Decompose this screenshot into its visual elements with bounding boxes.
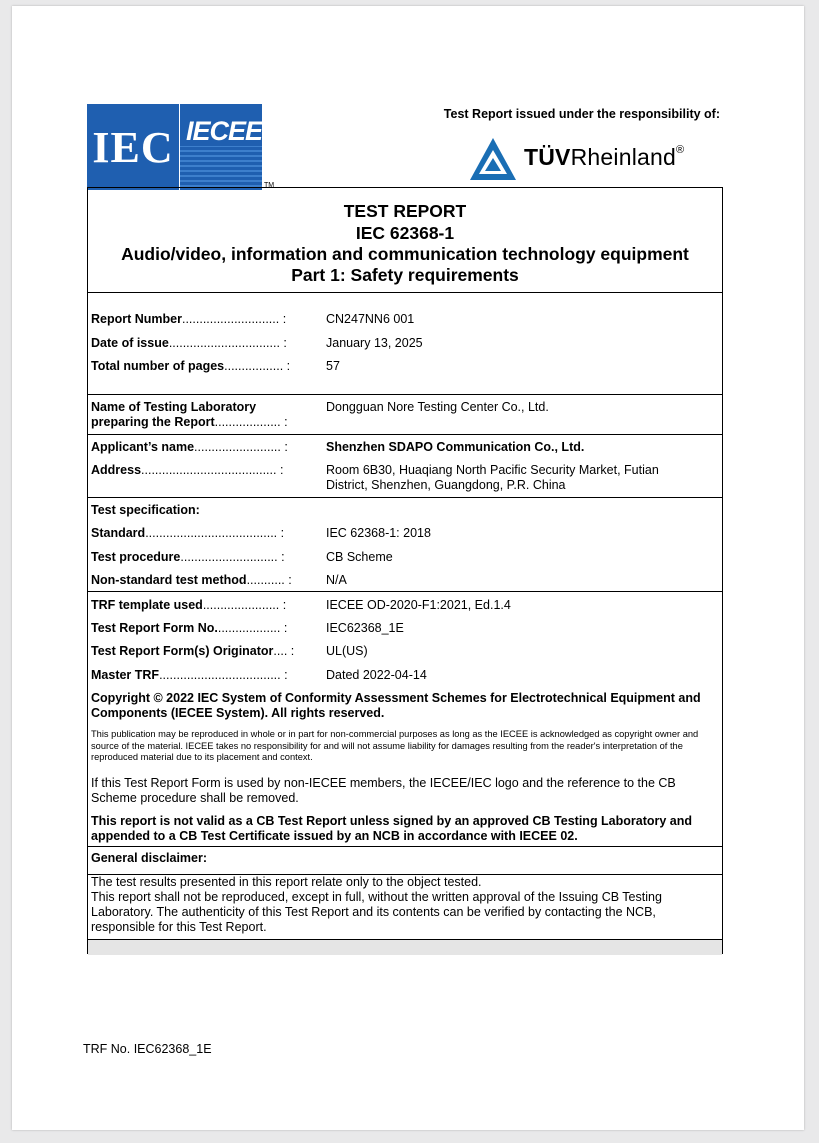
title-section <box>88 188 722 293</box>
report-title: TEST REPORT <box>343 201 467 221</box>
document-page <box>12 6 804 1130</box>
trf-section <box>88 592 722 847</box>
standard-value: IEC 62368-1: 2018 <box>326 526 431 540</box>
master-trf-dots: ................................... : <box>159 668 288 682</box>
master-trf-label: Master TRF <box>91 668 160 682</box>
standard-dots: ...................................... : <box>145 526 285 540</box>
test-procedure-label: Test procedure <box>91 550 181 564</box>
non-member-note: If this Test Report Form is used by non-IECEE members, the IECEE/IEC logo and the reference to the CB Scheme procedure shall be removed. <box>91 776 676 805</box>
trf-template-label: TRF template used <box>91 598 203 612</box>
total-pages-label: Total number of pages <box>91 359 225 373</box>
test-spec-heading: Test specification: <box>91 503 200 517</box>
equipment-title: Audio/video, information and communication technology equipment <box>121 244 689 264</box>
trf-originator-label: Test Report Form(s) Originator <box>91 644 274 658</box>
iecee-logo-text: IECEE <box>186 116 262 146</box>
non-standard-method-dots: ........... : <box>246 573 292 587</box>
trf-form-no-label: Test Report Form No. <box>91 621 218 635</box>
testing-lab-section <box>88 395 722 435</box>
test-specification-section <box>88 498 722 592</box>
non-standard-method-label: Non-standard test method <box>91 573 247 587</box>
report-info-section <box>88 293 722 395</box>
tuv-brand-name <box>524 144 684 171</box>
disclaimer-section <box>88 847 722 955</box>
iec-logo <box>87 104 179 190</box>
testing-lab-label-line1: Name of Testing Laboratory <box>91 400 257 414</box>
report-number-label: Report Number <box>91 312 182 326</box>
trf-form-no-value: IEC62368_1E <box>326 621 404 635</box>
test-procedure-value: CB Scheme <box>326 550 393 564</box>
date-of-issue-dots: ................................ : <box>168 336 287 350</box>
disclaimer-line1: The test results presented in this report relate only to the object tested. <box>91 875 482 889</box>
total-pages-value: 57 <box>326 359 340 373</box>
standard-label: Standard <box>91 526 146 540</box>
part-title: Part 1: Safety requirements <box>291 265 519 285</box>
tuv-brand-bold: TÜV <box>524 144 571 170</box>
responsibility-line: Test Report issued under the responsibility of: <box>443 107 720 121</box>
applicant-name-value: Shenzhen SDAPO Communication Co., Ltd. <box>326 440 585 454</box>
standard-title: IEC 62368-1 <box>355 223 455 243</box>
testing-lab-dots: ................... : <box>214 415 288 429</box>
disclaimer-line2: This report shall not be reproduced, except in full, without the written approval of the Issuing CB Testing Laboratory. The authenticity of this Test Report and its contents can be verified by contacting the NCB, responsible for this Test Report. <box>91 890 662 934</box>
applicant-section <box>88 435 722 498</box>
test-procedure-dots: ............................ : <box>180 550 285 564</box>
report-number-value: CN247NN6 001 <box>326 312 415 326</box>
report-box <box>87 187 723 954</box>
publication-note: This publication may be reproduced in whole or in part for non-commercial purposes as long as the IECEE is acknowledged as copyright owner and source of the material. IECEE takes no responsibility for and will not assume liability for damages resulting from the reader's interpretation of the reproduced material due to its placement and context. <box>91 729 699 762</box>
trf-originator-value: UL(US) <box>326 644 368 658</box>
trf-originator-dots: .... : <box>273 644 295 658</box>
disclaimer-bottom-bar <box>88 939 722 955</box>
tuv-triangle-icon <box>468 136 518 182</box>
iecee-logo-stripes <box>180 146 262 190</box>
tuv-registered-mark: ® <box>676 144 685 156</box>
non-standard-method-value: N/A <box>326 573 347 587</box>
tuv-rheinland-logo <box>468 134 718 184</box>
trf-template-value: IECEE OD-2020-F1:2021, Ed.1.4 <box>326 598 511 612</box>
trademark-mark: TM <box>264 182 275 189</box>
total-pages-dots: ................. : <box>224 359 291 373</box>
validity-note: This report is not valid as a CB Test Report unless signed by an approved CB Testing Laboratory and appended to a CB Test Certificate issued by an NCB in accordance with IECEE 02. <box>91 814 693 843</box>
trf-template-dots: ...................... : <box>202 598 287 612</box>
master-trf-value: Dated 2022-04-14 <box>326 668 427 682</box>
iec-logo-text: IEC <box>92 122 174 172</box>
disclaimer-heading: General disclaimer: <box>91 851 208 865</box>
date-of-issue-value: January 13, 2025 <box>326 336 423 350</box>
trf-form-no-dots: .................. : <box>217 621 288 635</box>
iecee-logo <box>180 104 262 190</box>
testing-lab-value: Dongguan Nore Testing Center Co., Ltd. <box>326 400 549 414</box>
report-number-dots: ............................ : <box>181 312 287 326</box>
applicant-name-label: Applicant’s name <box>91 440 195 454</box>
address-value: Room 6B30, Huaqiang North Pacific Security Market, Futian District, Shenzhen, Guangdong, P.R. China <box>326 463 659 492</box>
copyright-notice: Copyright © 2022 IEC System of Conformity Assessment Schemes for Electrotechnical Equipment and Components (IECEE System). All rights reserved. <box>91 691 701 720</box>
testing-lab-label-line2: preparing the Report <box>91 415 215 429</box>
date-of-issue-label: Date of issue <box>91 336 169 350</box>
address-dots: ....................................... : <box>141 463 284 477</box>
applicant-name-dots: ......................... : <box>194 440 288 454</box>
address-label: Address <box>91 463 142 477</box>
footer-trf-number: TRF No. IEC62368_1E <box>83 1042 212 1056</box>
tuv-brand-rest: Rheinland <box>570 144 676 170</box>
